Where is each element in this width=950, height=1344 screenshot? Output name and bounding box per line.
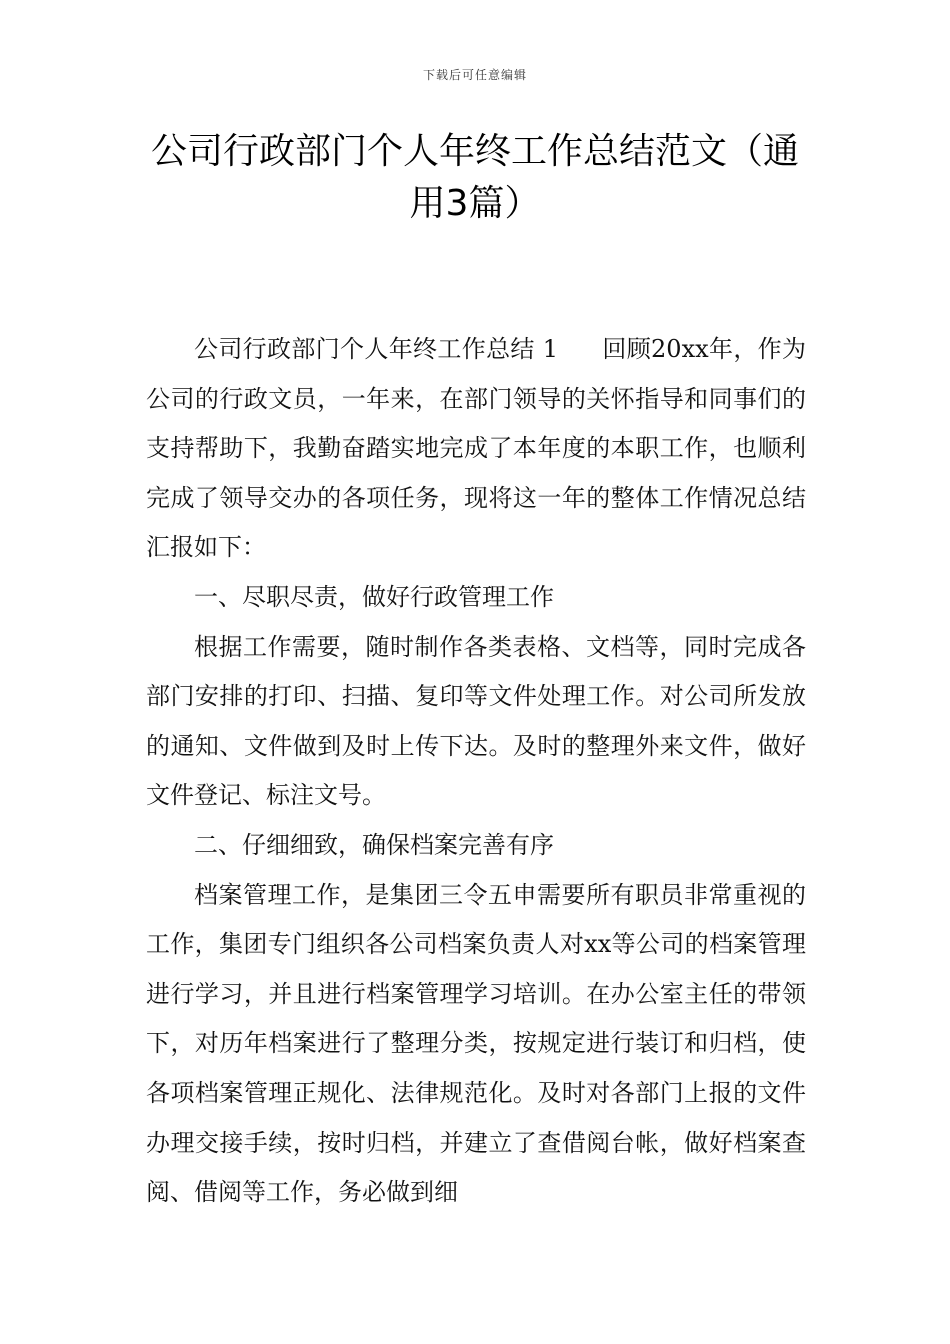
document-body: [146, 325, 806, 1218]
paragraph: 档案管理工作，是集团三令五申需要所有职员非常重视的工作，集团专门组织各公司档案负责人对xx等公司的档案管理进行学习，并且进行档案管理学习培训。在办公室主任的带领下，对历年档案进行了整理分类，按规定进行装订和归档，使各项档案管理正规化、法律规范化。及时对各部门上报的文件办理交接手续，按时归档，并建立了查借阅台帐，做好档案查阅、借阅等工作，务必做到细: [146, 880, 806, 1207]
section-heading: 二、仔细细致，确保档案完善有序: [194, 830, 554, 859]
document-title: 公司行政部门个人年终工作总结范文（通用3篇）: [150, 131, 799, 224]
paragraph-intro: [146, 325, 806, 573]
section-heading: 一、尽职尽责，做好行政管理工作: [194, 582, 554, 611]
section-heading-1: 公司行政部门个人年终工作总结 1: [194, 335, 559, 363]
paragraph-text: 回顾20xx年，作为公司的行政文员，一年来，在部门领导的关怀指导和同事们的支持帮助下，我勤奋踏实地完成了本年度的本职工作，也顺利完成了领导交办的各项任务，现将这一年的整体工作情况总结汇报如下：: [146, 335, 807, 562]
paragraph: 根据工作需要，随时制作各类表格、文档等，同时完成各部门安排的打印、扫描、复印等文件处理工作。对公司所发放的通知、文件做到及时上传下达。及时的整理外来文件，做好文件登记、标注文号。: [146, 632, 806, 810]
header-note: 下载后可任意编辑: [422, 68, 527, 82]
